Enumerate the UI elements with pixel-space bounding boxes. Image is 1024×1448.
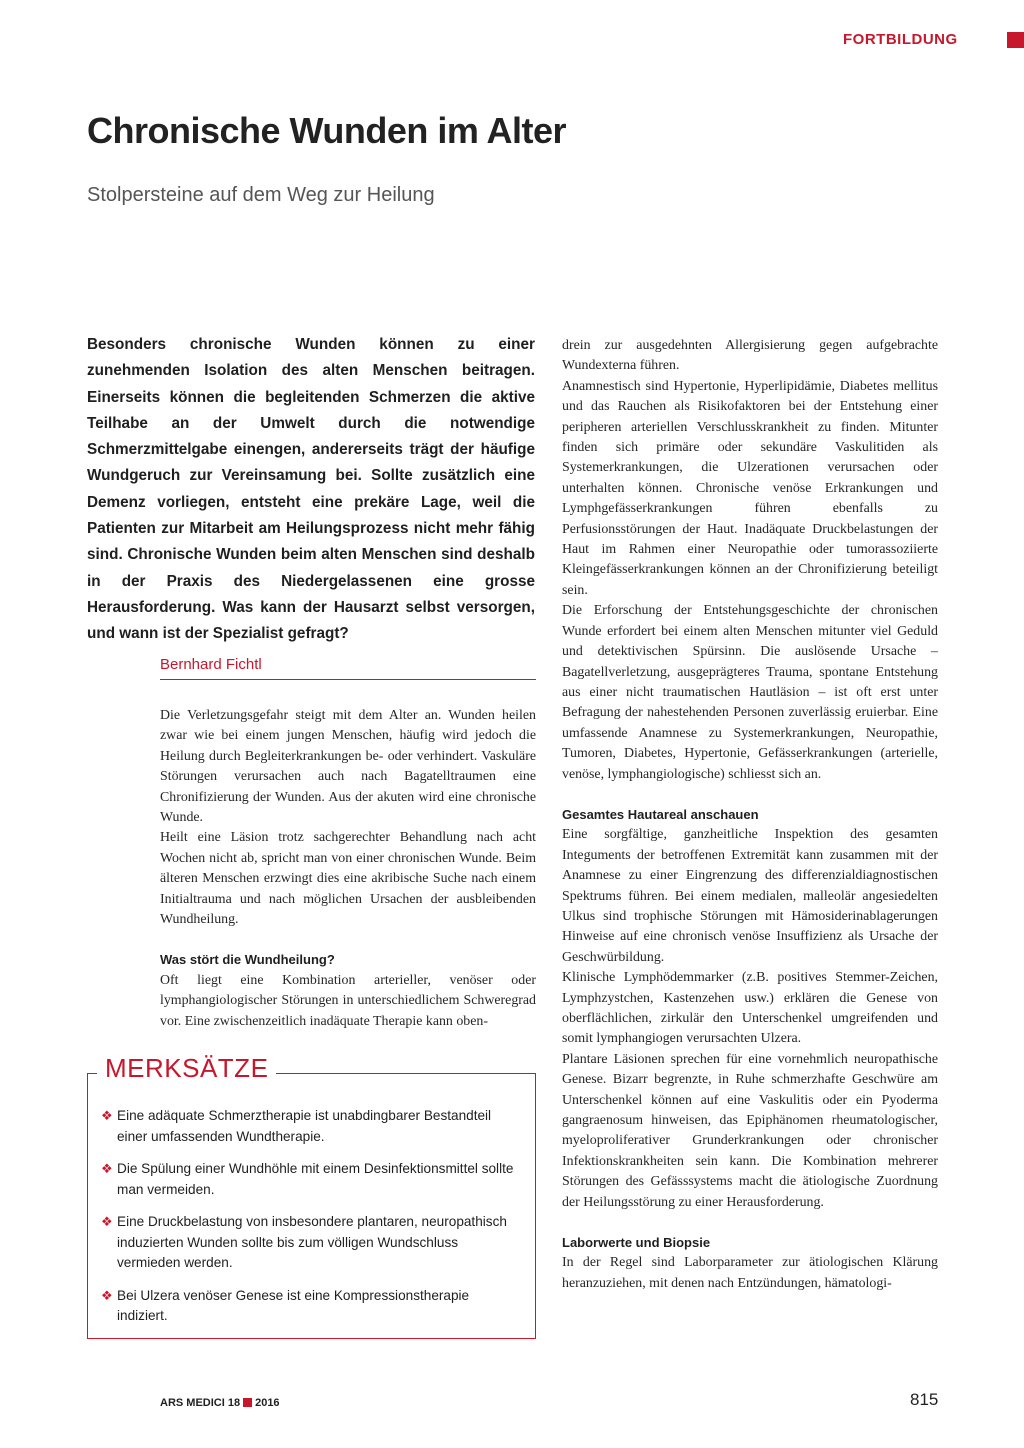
body-paragraph: Klinische Lymphödemmarker (z.B. positives Stemmer-Zeichen, Lymphzystchen, Kastenzehen usw.) erklären die Genese von oberflächlichen, zirkulär den Unterschenkel umgreifenden und somit lymphangiogen verursachten Ulzera. [562, 970, 938, 1047]
right-column [562, 336, 938, 1294]
merksatz-item [101, 1212, 521, 1274]
article-title: Chronische Wunden im Alter [87, 110, 567, 151]
body-paragraph: Oft liegt eine Kombination arterieller, venöser oder lymphangiologischer Störungen in unterschiedlichem Schweregrad vor. Eine zwischenzeitlich inadäquate Therapie kann oben- [160, 972, 536, 1029]
middle-column [160, 706, 536, 1032]
merksaetze-list [101, 1106, 521, 1339]
merksatz-text: Eine Druckbelastung von insbesondere plantaren, neuropathisch induzierten Wunden sollte bis zum völligen Wundschluss vermieden werden. [117, 1214, 507, 1270]
merksaetze-title: MERKSÄTZE [97, 1050, 276, 1086]
section-label: FORTBILDUNG [843, 31, 958, 48]
diamond-bullet-icon: ❖ [101, 1161, 113, 1176]
body-paragraph: Die Erforschung der Entstehungsgeschichte der chronischen Wunde erfordert bei einem alten Menschen mitunter viel Geduld und detektivischen Spürsinn. Die auslösende Ursache – Bagatellverletzung, ausgeprägteres Trauma, spontane Entstehung aus einer nicht traumatischen Hautläsion – ist oft erst unter Befragung der nahestehenden Personen zuverlässig eruierbar. Eine umfassende Anamnese zu Systemerkrankungen, Neuropathie, Tumoren, Diabetes, Hypertonie, Gefässerkrankungen (arterielle, venöse, lymphangiologische) schliesst sich an. [562, 603, 938, 782]
merksatz-item [101, 1286, 521, 1327]
merksatz-text: Eine adäquate Schmerztherapie ist unabdingbarer Bestandteil einer umfassenden Wundtherapie. [117, 1108, 492, 1144]
body-paragraph: Plantare Läsionen sprechen für eine vornehmlich neuropathische Genese. Bizarr begrenzte, in Ruhe schmerzhafte Geschwüre am Unterschenkel können auf eine Vaskulitis oder ein Pyoderma gangraenosum hinweisen, das Epiphänomen rheumatologischer, myeloproliferativer Grunderkrankungen oder chronischer Infektionskrankheiten sein kann. Die Kombination mehrerer Störungen des Gefässsystems macht die ätiologische Zuordnung der Heilungsstörung zu einer Herausforderung. [562, 1051, 938, 1210]
body-paragraph: Eine sorgfältige, ganzheitliche Inspektion des gesamten Integuments der betroffenen Extremität kann zusammen mit der Anamnese zu einer Eingrenzung des differenzialdiagnostischen Spektrums führen. Bei einem medialen, malleolär angesiedelten Ulkus sind trophische Störungen mit Hämosiderinablagerungen Hinweise auf eine chronisch venöse Insuffizienz als Ursache der Geschwürbildung. [562, 827, 938, 965]
merksatz-item [101, 1159, 521, 1200]
section-heading: Was stört die Wundheilung? [160, 952, 335, 968]
body-paragraph: In der Regel sind Laborparameter zur ätiologischen Klärung heranzuziehen, mit denen nach Entzündungen, hämatologi- [562, 1255, 938, 1291]
page-number: 815 [910, 1390, 939, 1409]
author-name: Bernhard Fichtl [160, 656, 536, 680]
lead-column [87, 332, 535, 648]
article-lead: Besonders chronische Wunden können zu einer zunehmenden Isolation des alten Menschen beitragen. Einerseits können die begleitenden Schmerzen die aktive Teilhabe an der Umwelt durch die notwendige Schmerzmittelgabe einengen, andererseits trägt der häufige Wundgeruch zur Vereinsamung bei. Sollte zusätzlich eine Demenz vorliegen, entsteht eine prekäre Lage, weil die Patienten zur Mitarbeit am Heilungsprozess nicht mehr fähig sind. Chronische Wunden beim alten Menschen sind deshalb in der Praxis des Niedergelassenen eine grosse Herausforderung. Was kann der Hausarzt selbst versorgen, und wann ist der Spezialist gefragt? [87, 336, 535, 643]
merksatz-text: Die Spülung einer Wundhöhle mit einem Desinfektionsmittel sollte man vermeiden. [117, 1161, 514, 1197]
section-heading: Laborwerte und Biopsie [562, 1235, 711, 1251]
body-paragraph: Anamnestisch sind Hypertonie, Hyperlipidämie, Diabetes mellitus und das Rauchen als Risikofaktoren bei der Entstehung einer peripheren arteriellen Verschlusskrankheit zu finden. Mitunter finden sich primäre oder sekundäre Vaskulitiden als Systemerkrankungen, die Ulzerationen verursachen oder unterhalten können. Chronische venöse Erkrankungen und Lymphgefässerkrankungen führen ebenfalls zu Perfusionsstörungen der Haut. Inadäquate Druckbelastungen der Haut im Rahmen einer Neuropathie oder tumorassoziierte Kleingefässerkrankungen können an der Chronifizierung beteiligt sein. [562, 378, 938, 598]
journal-name: ARS MEDICI 18 [160, 1397, 241, 1409]
footer [160, 1397, 280, 1409]
diamond-bullet-icon: ❖ [101, 1214, 113, 1229]
body-paragraph: Heilt eine Läsion trotz sachgerechter Behandlung nach acht Wochen nicht ab, spricht man von einer chronischen Wunde. Beim älteren Menschen erzwingt dies eine akribische Suche nach einem Initialtrauma und nach möglichen Ursachen der ausbleibenden Wundheilung. [160, 830, 536, 928]
journal-year: 2016 [255, 1397, 280, 1409]
body-paragraph: Die Verletzungsgefahr steigt mit dem Alter an. Wunden heilen zwar wie bei einem jungen Menschen, häufig wird jedoch die Heilung durch Begleiterkrankungen be- oder verhindert. Vaskuläre Störungen verursachen auch nach Bagatelltraumen eine Chronifizierung der Wunden. Aus der akuten wird eine chronische Wunde. [160, 708, 536, 826]
diamond-bullet-icon: ❖ [101, 1108, 113, 1123]
footer-square-icon [243, 1398, 252, 1407]
merksatz-text: Bei Ulzera venöser Genese ist eine Kompressionstherapie indiziert. [117, 1287, 470, 1323]
section-heading: Gesamtes Hautareal anschauen [562, 806, 759, 822]
article-subtitle: Stolpersteine auf dem Weg zur Heilung [87, 184, 435, 206]
diamond-bullet-icon: ❖ [101, 1287, 113, 1303]
merksatz-item [101, 1106, 521, 1147]
section-marker [1007, 32, 1024, 48]
author-block [160, 656, 536, 680]
body-paragraph: drein zur ausgedehnten Allergisierung gegen aufgebrachte Wundexterna führen. [562, 338, 938, 374]
